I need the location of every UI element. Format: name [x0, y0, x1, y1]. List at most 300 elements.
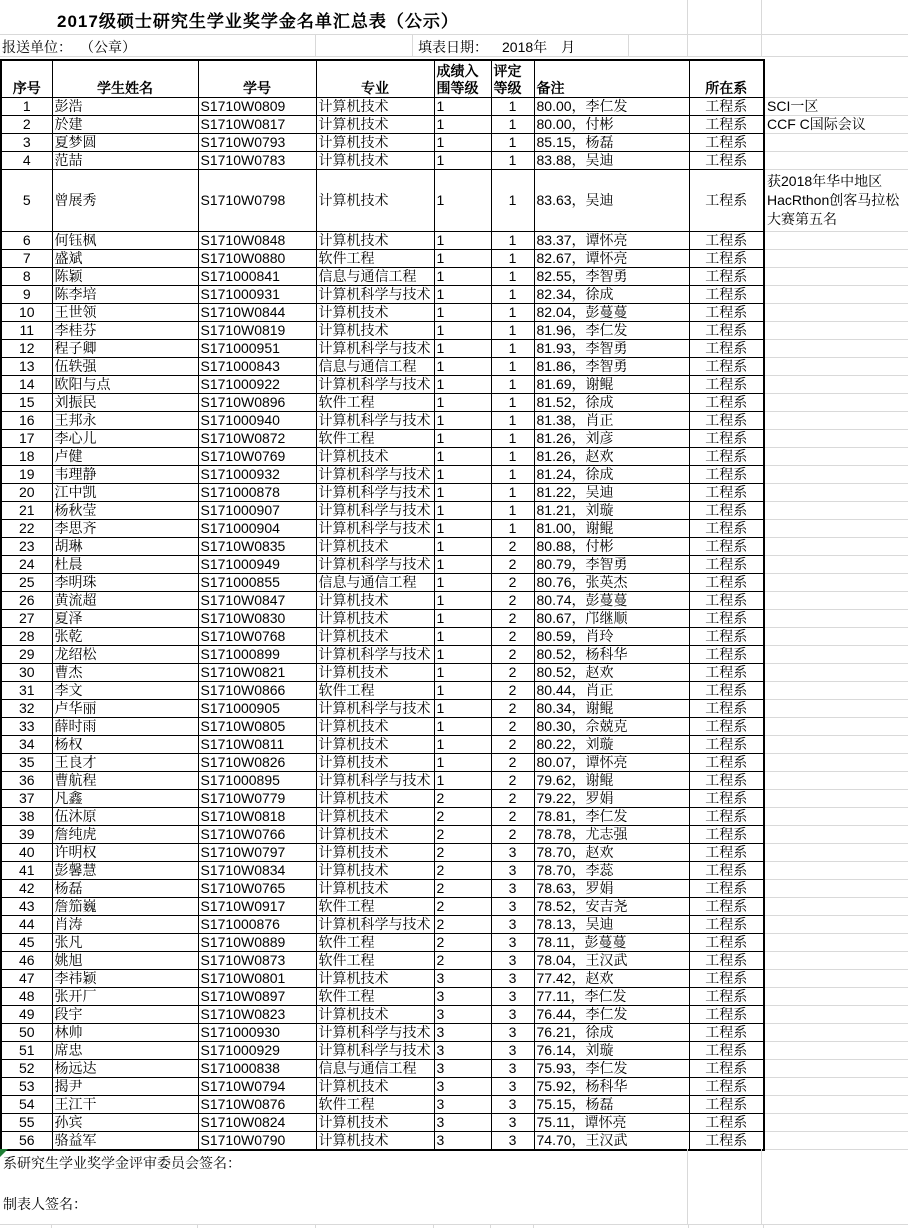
cell-major[interactable]: 计算机技术 [316, 537, 434, 555]
cell-name[interactable]: 薛时雨 [52, 717, 198, 735]
cell-major[interactable]: 计算机技术 [316, 879, 434, 897]
cell-grade[interactable]: 1 [491, 375, 534, 393]
cell-entry[interactable]: 1 [434, 393, 491, 411]
cell-no[interactable]: 56 [1, 1131, 52, 1150]
cell-dept[interactable]: 工程系 [689, 861, 764, 879]
cell-remark[interactable]: 83.88，吴迪 [534, 151, 689, 169]
cell-note[interactable] [764, 591, 908, 609]
cell-note[interactable]: 获2018年华中地区HacRthon创客马拉松大赛第五名 [764, 169, 908, 231]
cell-grade[interactable]: 1 [491, 231, 534, 249]
cell-entry[interactable]: 2 [434, 861, 491, 879]
cell-remark[interactable]: 78.04，王汉武 [534, 951, 689, 969]
cell-remark[interactable]: 81.26，刘彦 [534, 429, 689, 447]
cell-note[interactable] [764, 1113, 908, 1131]
cell-major[interactable]: 计算机科学与技术 [316, 519, 434, 537]
cell-note[interactable] [764, 555, 908, 573]
cell-name[interactable]: 范喆 [52, 151, 198, 169]
cell-entry[interactable]: 2 [434, 879, 491, 897]
cell-entry[interactable]: 1 [434, 267, 491, 285]
cell-dept[interactable]: 工程系 [689, 501, 764, 519]
cell-sid[interactable]: S1710W0809 [198, 97, 316, 115]
cell-note[interactable] [764, 1023, 908, 1041]
cell-major[interactable]: 计算机技术 [316, 115, 434, 133]
cell-dept[interactable]: 工程系 [689, 1059, 764, 1077]
cell-entry[interactable]: 1 [434, 339, 491, 357]
cell-sid[interactable]: S171000930 [198, 1023, 316, 1041]
cell-sid[interactable]: S1710W0790 [198, 1131, 316, 1150]
cell-entry[interactable]: 1 [434, 753, 491, 771]
cell-name[interactable]: 詹纯虎 [52, 825, 198, 843]
cell-name[interactable]: 杨磊 [52, 879, 198, 897]
cell-dept[interactable]: 工程系 [689, 169, 764, 231]
cell-entry[interactable]: 2 [434, 951, 491, 969]
cell-dept[interactable]: 工程系 [689, 933, 764, 951]
cell-remark[interactable]: 80.74，彭蔓蔓 [534, 591, 689, 609]
cell-sid[interactable]: S171000940 [198, 411, 316, 429]
cell-note[interactable] [764, 933, 908, 951]
cell-name[interactable]: 凡鑫 [52, 789, 198, 807]
cell-major[interactable]: 计算机技术 [316, 861, 434, 879]
cell-entry[interactable]: 1 [434, 115, 491, 133]
cell-sid[interactable]: S1710W0821 [198, 663, 316, 681]
cell-sid[interactable]: S1710W0797 [198, 843, 316, 861]
cell-name[interactable]: 黄流超 [52, 591, 198, 609]
cell-sid[interactable]: S171000841 [198, 267, 316, 285]
cell-grade[interactable]: 1 [491, 133, 534, 151]
cell-grade[interactable]: 3 [491, 897, 534, 915]
cell-sid[interactable]: S1710W0798 [198, 169, 316, 231]
cell-major[interactable]: 计算机技术 [316, 303, 434, 321]
cell-no[interactable]: 20 [1, 483, 52, 501]
cell-grade[interactable]: 2 [491, 807, 534, 825]
cell-name[interactable]: 程子卿 [52, 339, 198, 357]
cell-note[interactable] [764, 825, 908, 843]
cell-dept[interactable]: 工程系 [689, 375, 764, 393]
cell-remark[interactable]: 82.34，徐成 [534, 285, 689, 303]
cell-name[interactable]: 夏泽 [52, 609, 198, 627]
cell-note[interactable] [764, 1041, 908, 1059]
cell-major[interactable]: 信息与通信工程 [316, 1059, 434, 1077]
cell-major[interactable]: 计算机技术 [316, 97, 434, 115]
col-header-student-name[interactable]: 学生姓名 [52, 60, 198, 97]
cell-remark[interactable]: 81.38，肖正 [534, 411, 689, 429]
cell-dept[interactable]: 工程系 [689, 555, 764, 573]
cell-name[interactable]: 王世领 [52, 303, 198, 321]
col-header-index[interactable]: 序号 [1, 60, 52, 97]
cell-note[interactable] [764, 1131, 908, 1150]
cell-grade[interactable]: 2 [491, 573, 534, 591]
cell-major[interactable]: 计算机技术 [316, 151, 434, 169]
cell-grade[interactable]: 2 [491, 609, 534, 627]
cell-remark[interactable]: 78.70，李蕊 [534, 861, 689, 879]
cell-major[interactable]: 计算机技术 [316, 807, 434, 825]
cell-no[interactable]: 45 [1, 933, 52, 951]
cell-name[interactable]: 曹杰 [52, 663, 198, 681]
cell-entry[interactable]: 2 [434, 807, 491, 825]
cell-name[interactable]: 孙宾 [52, 1113, 198, 1131]
cell-remark[interactable]: 78.81，李仁发 [534, 807, 689, 825]
cell-remark[interactable]: 77.11，李仁发 [534, 987, 689, 1005]
cell-note[interactable]: SCI一区 [764, 97, 908, 115]
cell-entry[interactable]: 2 [434, 789, 491, 807]
cell-no[interactable]: 5 [1, 169, 52, 231]
cell-name[interactable]: 伍沐原 [52, 807, 198, 825]
cell-sid[interactable]: S1710W0889 [198, 933, 316, 951]
cell-grade[interactable]: 1 [491, 169, 534, 231]
cell-entry[interactable]: 3 [434, 987, 491, 1005]
cell-grade[interactable]: 2 [491, 753, 534, 771]
cell-note[interactable] [764, 249, 908, 267]
cell-remark[interactable]: 75.92，杨科华 [534, 1077, 689, 1095]
cell-name[interactable]: 卢华丽 [52, 699, 198, 717]
cell-note[interactable] [764, 861, 908, 879]
cell-dept[interactable]: 工程系 [689, 717, 764, 735]
cell-no[interactable]: 39 [1, 825, 52, 843]
cell-major[interactable]: 计算机技术 [316, 717, 434, 735]
cell-dept[interactable]: 工程系 [689, 1113, 764, 1131]
cell-dept[interactable]: 工程系 [689, 483, 764, 501]
cell-dept[interactable]: 工程系 [689, 1005, 764, 1023]
cell-note[interactable] [764, 1077, 908, 1095]
cell-entry[interactable]: 1 [434, 133, 491, 151]
cell-sid[interactable]: S1710W0880 [198, 249, 316, 267]
cell-no[interactable]: 14 [1, 375, 52, 393]
cell-note[interactable] [764, 789, 908, 807]
cell-sid[interactable]: S171000899 [198, 645, 316, 663]
cell-no[interactable]: 53 [1, 1077, 52, 1095]
cell-grade[interactable]: 1 [491, 249, 534, 267]
cell-grade[interactable]: 3 [491, 843, 534, 861]
cell-dept[interactable]: 工程系 [689, 771, 764, 789]
cell-no[interactable]: 10 [1, 303, 52, 321]
cell-no[interactable]: 32 [1, 699, 52, 717]
cell-dept[interactable]: 工程系 [689, 843, 764, 861]
cell-major[interactable]: 软件工程 [316, 987, 434, 1005]
cell-major[interactable]: 计算机技术 [316, 843, 434, 861]
cell-note[interactable] [764, 843, 908, 861]
cell-major[interactable]: 计算机科学与技术 [316, 501, 434, 519]
cell-remark[interactable]: 81.69，谢鲲 [534, 375, 689, 393]
cell-dept[interactable]: 工程系 [689, 591, 764, 609]
cell-no[interactable]: 36 [1, 771, 52, 789]
cell-dept[interactable]: 工程系 [689, 465, 764, 483]
cell-no[interactable]: 1 [1, 97, 52, 115]
cell-entry[interactable]: 1 [434, 699, 491, 717]
cell-name[interactable]: 杨权 [52, 735, 198, 753]
cell-dept[interactable]: 工程系 [689, 429, 764, 447]
cell-entry[interactable]: 1 [434, 321, 491, 339]
cell-grade[interactable]: 2 [491, 555, 534, 573]
cell-note[interactable] [764, 609, 908, 627]
cell-entry[interactable]: 3 [434, 1059, 491, 1077]
col-header-entry-grade[interactable]: 成绩入围等级 [434, 60, 491, 97]
cell-remark[interactable]: 78.63，罗娟 [534, 879, 689, 897]
cell-entry[interactable]: 1 [434, 97, 491, 115]
cell-major[interactable]: 计算机科学与技术 [316, 285, 434, 303]
cell-remark[interactable]: 78.11，彭蔓蔓 [534, 933, 689, 951]
col-header-assessed-grade[interactable]: 评定等级 [491, 60, 534, 97]
cell-major[interactable]: 计算机技术 [316, 789, 434, 807]
cell-no[interactable]: 48 [1, 987, 52, 1005]
cell-sid[interactable]: S171000922 [198, 375, 316, 393]
cell-name[interactable]: 江中凯 [52, 483, 198, 501]
cell-dept[interactable]: 工程系 [689, 1041, 764, 1059]
cell-entry[interactable]: 3 [434, 1131, 491, 1150]
cell-sid[interactable]: S1710W0817 [198, 115, 316, 133]
cell-name[interactable]: 李桂芬 [52, 321, 198, 339]
cell-entry[interactable]: 1 [434, 411, 491, 429]
cell-note[interactable] [764, 267, 908, 285]
cell-remark[interactable]: 80.07，谭怀亮 [534, 753, 689, 771]
cell-remark[interactable]: 76.14，刘璇 [534, 1041, 689, 1059]
cell-note[interactable] [764, 393, 908, 411]
cell-dept[interactable]: 工程系 [689, 825, 764, 843]
cell-remark[interactable]: 83.63，吴迪 [534, 169, 689, 231]
col-header-department[interactable]: 所在系 [689, 60, 764, 97]
cell-major[interactable]: 计算机技术 [316, 591, 434, 609]
cell-entry[interactable]: 1 [434, 151, 491, 169]
cell-grade[interactable]: 1 [491, 483, 534, 501]
cell-note[interactable] [764, 411, 908, 429]
cell-grade[interactable]: 3 [491, 879, 534, 897]
cell-sid[interactable]: S1710W0819 [198, 321, 316, 339]
cell-grade[interactable]: 2 [491, 789, 534, 807]
cell-grade[interactable]: 2 [491, 825, 534, 843]
cell-grade[interactable]: 2 [491, 699, 534, 717]
cell-grade[interactable]: 2 [491, 771, 534, 789]
cell-major[interactable]: 软件工程 [316, 429, 434, 447]
cell-remark[interactable]: 80.22，刘璇 [534, 735, 689, 753]
cell-name[interactable]: 李祎颖 [52, 969, 198, 987]
cell-note[interactable] [764, 681, 908, 699]
col-header-major[interactable]: 专业 [316, 60, 434, 97]
cell-name[interactable]: 李心儿 [52, 429, 198, 447]
cell-note[interactable] [764, 537, 908, 555]
cell-grade[interactable]: 2 [491, 717, 534, 735]
cell-remark[interactable]: 75.93，李仁发 [534, 1059, 689, 1077]
cell-sid[interactable]: S1710W0794 [198, 1077, 316, 1095]
cell-name[interactable]: 席忠 [52, 1041, 198, 1059]
cell-major[interactable]: 计算机科学与技术 [316, 555, 434, 573]
cell-dept[interactable]: 工程系 [689, 1131, 764, 1150]
cell-note[interactable] [764, 321, 908, 339]
cell-remark[interactable]: 75.11，谭怀亮 [534, 1113, 689, 1131]
cell-remark[interactable]: 80.88，付彬 [534, 537, 689, 555]
cell-note[interactable] [764, 151, 908, 169]
cell-dept[interactable]: 工程系 [689, 1023, 764, 1041]
cell-remark[interactable]: 78.13，吴迪 [534, 915, 689, 933]
cell-grade[interactable]: 2 [491, 591, 534, 609]
cell-major[interactable]: 计算机技术 [316, 133, 434, 151]
cell-major[interactable]: 计算机技术 [316, 447, 434, 465]
cell-grade[interactable]: 3 [491, 951, 534, 969]
cell-no[interactable]: 24 [1, 555, 52, 573]
cell-no[interactable]: 12 [1, 339, 52, 357]
cell-major[interactable]: 信息与通信工程 [316, 357, 434, 375]
cell-entry[interactable]: 1 [434, 555, 491, 573]
cell-dept[interactable]: 工程系 [689, 97, 764, 115]
cell-sid[interactable]: S1710W0801 [198, 969, 316, 987]
cell-sid[interactable]: S171000951 [198, 339, 316, 357]
cell-entry[interactable]: 1 [434, 303, 491, 321]
cell-name[interactable]: 王良才 [52, 753, 198, 771]
cell-name[interactable]: 张凡 [52, 933, 198, 951]
cell-name[interactable]: 王江干 [52, 1095, 198, 1113]
cell-major[interactable]: 计算机技术 [316, 735, 434, 753]
cell-entry[interactable]: 1 [434, 231, 491, 249]
cell-grade[interactable]: 1 [491, 411, 534, 429]
cell-dept[interactable]: 工程系 [689, 699, 764, 717]
cell-sid[interactable]: S1710W0876 [198, 1095, 316, 1113]
cell-major[interactable]: 计算机技术 [316, 231, 434, 249]
cell-major[interactable]: 计算机科学与技术 [316, 483, 434, 501]
cell-major[interactable]: 计算机技术 [316, 1077, 434, 1095]
cell-sid[interactable]: S1710W0818 [198, 807, 316, 825]
cell-remark[interactable]: 74.70，王汉武 [534, 1131, 689, 1150]
cell-entry[interactable]: 1 [434, 285, 491, 303]
cell-sid[interactable]: S1710W0866 [198, 681, 316, 699]
cell-sid[interactable]: S171000878 [198, 483, 316, 501]
cell-sid[interactable]: S1710W0826 [198, 753, 316, 771]
cell-no[interactable]: 46 [1, 951, 52, 969]
cell-dept[interactable]: 工程系 [689, 663, 764, 681]
cell-no[interactable]: 28 [1, 627, 52, 645]
cell-note[interactable] [764, 951, 908, 969]
cell-major[interactable]: 软件工程 [316, 393, 434, 411]
cell-grade[interactable]: 3 [491, 915, 534, 933]
cell-major[interactable]: 计算机科学与技术 [316, 1023, 434, 1041]
cell-entry[interactable]: 1 [434, 169, 491, 231]
cell-no[interactable]: 49 [1, 1005, 52, 1023]
cell-sid[interactable]: S171000904 [198, 519, 316, 537]
cell-note[interactable] [764, 375, 908, 393]
cell-sid[interactable]: S1710W0835 [198, 537, 316, 555]
cell-note[interactable] [764, 735, 908, 753]
cell-no[interactable]: 17 [1, 429, 52, 447]
cell-major[interactable]: 计算机技术 [316, 1131, 434, 1150]
cell-major[interactable]: 计算机科学与技术 [316, 1041, 434, 1059]
cell-dept[interactable]: 工程系 [689, 285, 764, 303]
col-header-notes-empty[interactable] [764, 60, 908, 97]
cell-note[interactable] [764, 969, 908, 987]
cell-no[interactable]: 29 [1, 645, 52, 663]
cell-major[interactable]: 计算机技术 [316, 663, 434, 681]
cell-major[interactable]: 计算机科学与技术 [316, 411, 434, 429]
cell-no[interactable]: 41 [1, 861, 52, 879]
cell-no[interactable]: 7 [1, 249, 52, 267]
cell-sid[interactable]: S171000843 [198, 357, 316, 375]
cell-sid[interactable]: S171000931 [198, 285, 316, 303]
cell-sid[interactable]: S1710W0873 [198, 951, 316, 969]
cell-dept[interactable]: 工程系 [689, 573, 764, 591]
cell-entry[interactable]: 1 [434, 771, 491, 789]
cell-name[interactable]: 陈颖 [52, 267, 198, 285]
cell-grade[interactable]: 1 [491, 303, 534, 321]
cell-entry[interactable]: 1 [434, 627, 491, 645]
cell-dept[interactable]: 工程系 [689, 807, 764, 825]
cell-grade[interactable]: 2 [491, 735, 534, 753]
cell-no[interactable]: 22 [1, 519, 52, 537]
cell-major[interactable]: 计算机科学与技术 [316, 699, 434, 717]
cell-remark[interactable]: 81.21，刘璇 [534, 501, 689, 519]
cell-entry[interactable]: 1 [434, 357, 491, 375]
cell-remark[interactable]: 78.70，赵欢 [534, 843, 689, 861]
cell-remark[interactable]: 80.52，赵欢 [534, 663, 689, 681]
cell-sid[interactable]: S171000932 [198, 465, 316, 483]
cell-no[interactable]: 35 [1, 753, 52, 771]
cell-name[interactable]: 欧阳与点 [52, 375, 198, 393]
cell-remark[interactable]: 82.67，谭怀亮 [534, 249, 689, 267]
cell-entry[interactable]: 2 [434, 915, 491, 933]
cell-name[interactable]: 姚旭 [52, 951, 198, 969]
cell-no[interactable]: 15 [1, 393, 52, 411]
cell-name[interactable]: 揭尹 [52, 1077, 198, 1095]
cell-dept[interactable]: 工程系 [689, 357, 764, 375]
cell-remark[interactable]: 81.93，李智勇 [534, 339, 689, 357]
cell-remark[interactable]: 80.79，李智勇 [534, 555, 689, 573]
cell-remark[interactable]: 82.55，李智勇 [534, 267, 689, 285]
col-header-remark[interactable]: 备注 [534, 60, 689, 97]
cell-grade[interactable]: 1 [491, 97, 534, 115]
cell-name[interactable]: 许明权 [52, 843, 198, 861]
cell-grade[interactable]: 1 [491, 519, 534, 537]
cell-name[interactable]: 肖涛 [52, 915, 198, 933]
cell-no[interactable]: 44 [1, 915, 52, 933]
col-header-student-id[interactable]: 学号 [198, 60, 316, 97]
cell-no[interactable]: 11 [1, 321, 52, 339]
cell-dept[interactable]: 工程系 [689, 1095, 764, 1113]
cell-remark[interactable]: 81.00，谢鲲 [534, 519, 689, 537]
cell-remark[interactable]: 82.04，彭蔓蔓 [534, 303, 689, 321]
cell-no[interactable]: 54 [1, 1095, 52, 1113]
cell-name[interactable]: 夏梦圆 [52, 133, 198, 151]
cell-grade[interactable]: 3 [491, 1077, 534, 1095]
cell-remark[interactable]: 85.15，杨磊 [534, 133, 689, 151]
cell-dept[interactable]: 工程系 [689, 447, 764, 465]
cell-dept[interactable]: 工程系 [689, 115, 764, 133]
cell-grade[interactable]: 1 [491, 465, 534, 483]
cell-grade[interactable]: 1 [491, 285, 534, 303]
cell-sid[interactable]: S1710W0917 [198, 897, 316, 915]
cell-dept[interactable]: 工程系 [689, 537, 764, 555]
cell-entry[interactable]: 1 [434, 681, 491, 699]
cell-entry[interactable]: 1 [434, 663, 491, 681]
cell-grade[interactable]: 3 [491, 1005, 534, 1023]
cell-remark[interactable]: 80.52，杨科华 [534, 645, 689, 663]
cell-name[interactable]: 龙绍松 [52, 645, 198, 663]
cell-sid[interactable]: S1710W0847 [198, 591, 316, 609]
cell-sid[interactable]: S1710W0769 [198, 447, 316, 465]
cell-entry[interactable]: 1 [434, 501, 491, 519]
cell-no[interactable]: 47 [1, 969, 52, 987]
cell-remark[interactable]: 76.21，徐成 [534, 1023, 689, 1041]
cell-major[interactable]: 软件工程 [316, 933, 434, 951]
cell-dept[interactable]: 工程系 [689, 393, 764, 411]
cell-sid[interactable]: S171000876 [198, 915, 316, 933]
cell-sid[interactable]: S1710W0872 [198, 429, 316, 447]
cell-note[interactable] [764, 339, 908, 357]
cell-note[interactable] [764, 303, 908, 321]
cell-name[interactable]: 张开厂 [52, 987, 198, 1005]
cell-no[interactable]: 6 [1, 231, 52, 249]
cell-major[interactable]: 计算机技术 [316, 753, 434, 771]
cell-no[interactable]: 2 [1, 115, 52, 133]
cell-dept[interactable]: 工程系 [689, 609, 764, 627]
cell-grade[interactable]: 1 [491, 393, 534, 411]
cell-no[interactable]: 51 [1, 1041, 52, 1059]
cell-name[interactable]: 曹航程 [52, 771, 198, 789]
cell-name[interactable]: 李思齐 [52, 519, 198, 537]
